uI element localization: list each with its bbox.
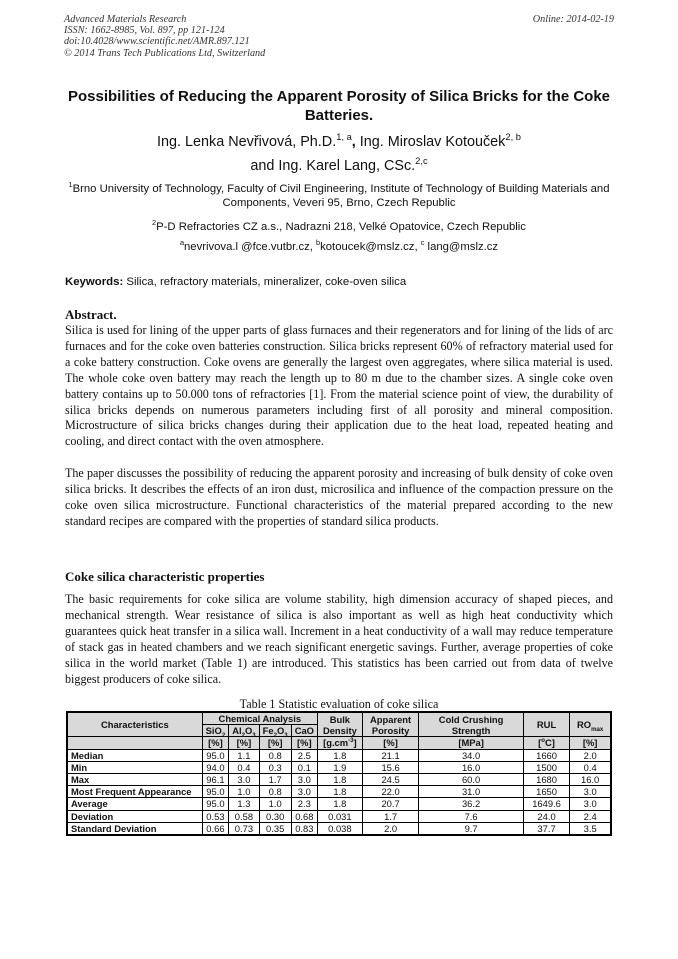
table-cell: 2.0 [362,822,419,835]
unit-cell: [$^o$C] [523,737,570,749]
col-group-chemical: Chemical Analysis [202,712,317,725]
table-cell: 0.4 [229,761,259,773]
unit-cell: [%] [202,737,229,749]
table-cell: 0.35 [259,822,291,835]
abstract-title: Abstract. [65,307,117,322]
table-cell: 3.0 [229,774,259,786]
table-cell: 7.6 [419,810,523,822]
table-cell: 3.0 [570,798,611,810]
table-row [67,822,611,835]
table-cell: 0.8 [259,786,291,798]
table-cell: 1649.6 [523,798,570,810]
keywords-text: Silica, refractory materials, mineralizer, coke-oven silica [123,276,407,288]
table-cell: 1.3 [229,798,259,810]
table-cell: 0.1 [291,761,317,773]
units-row [67,737,611,749]
table-cell: 96.1 [202,774,229,786]
unit-cell: [%] [259,737,291,749]
statistics-table [66,711,612,836]
table-cell: 1.8 [317,786,362,798]
table-cell: 1650 [523,786,570,798]
table-cell: 1680 [523,774,570,786]
col-cao: CaO [291,725,317,737]
table-cell: 34.0 [419,749,523,761]
col-fe2o3: $Fe_2O_3$ [259,725,291,737]
table-cell: 0.031 [317,810,362,822]
table-caption: Table 1 Statistic evaluation of coke silica [239,697,439,711]
table-row [67,749,611,761]
author-line-2 [60,154,618,178]
col-characteristics: Characteristics [67,712,202,737]
table-cell: 0.68 [291,810,317,822]
email-link[interactable]: kotoucek@mslz.cz, [320,241,421,253]
table-cell: 0.8 [259,749,291,761]
running-header [64,14,265,59]
keywords-label: Keywords: [65,276,124,288]
section-title: Coke silica characteristic properties [65,569,265,584]
email-link[interactable]: nevrivova.l @fce.vutbr.cz, [184,241,317,253]
email-mark: a [179,238,185,248]
table-cell: 24.0 [523,810,570,822]
unit-cell: [%] [229,737,259,749]
author-separator: , [351,134,360,150]
table-cell: 94.0 [202,761,229,773]
table-cell: 0.58 [229,810,259,822]
author-list [60,130,618,178]
author-name: Ing. Lenka Nevřivová, Ph.D. [157,134,337,150]
table-cell: 1.8 [317,798,362,810]
table-cell: 0.3 [259,761,291,773]
table-cell: 1500 [523,761,570,773]
table-cell: 3.0 [291,786,317,798]
unit-cell: [%] [291,737,317,749]
table-cell: 0.038 [317,822,362,835]
table-cell: 0.83 [291,822,317,835]
keywords [65,276,615,288]
table-cell: 22.0 [362,786,419,798]
table-cell: 9.7 [419,822,523,835]
affiliation-1 [60,182,618,210]
table-cell: 21.1 [362,749,419,761]
table-row [67,774,611,786]
unit-cell: [%] [362,737,419,749]
row-label: Average [67,798,202,810]
col-ro-max: $RO_{max}$ [570,712,611,737]
table-row [67,810,611,822]
row-label: Most Frequent Appearance [67,786,202,798]
author-conjunction: and [250,158,279,174]
table-row [67,786,611,798]
email-link[interactable]: lang@mslz.cz [424,241,499,253]
affil-mark: 1 [68,180,73,190]
paper-title: Possibilities of Reducing the Apparent Porosity of Silica Bricks for the Coke Batteries. [67,88,611,124]
author-affil-mark: 2,c [415,156,428,167]
section-paragraph: The basic requirements for coke silica are volume stability, high dimension accuracy of shaped pieces, and mechanical strength. Wear resistance of silica is also important as well as high heat conductivity which guarantees quick heat transfer in a silica wall. Increment in a heat conductivity of a wall may reduce temperature of stack gas in heated chambers and we reach significant energetic savings. Further, average properties of coke silica in the world market (Table 1) are introduced. This statistics has been carried out from data of twelve biggest producers of coke silica. [65,592,613,686]
table-cell: 1.1 [229,749,259,761]
table-cell: 60.0 [419,774,523,786]
table-cell: 31.0 [419,786,523,798]
journal-name: Advanced Materials Research [64,14,187,25]
table-cell: 95.0 [202,798,229,810]
copyright: © 2014 Trans Tech Publications Ltd, Switzerland [64,47,266,59]
author-line-1 [60,130,618,154]
row-label: Min [67,761,202,773]
email-mark: c [420,238,425,248]
col-sio2: SiO$_2$ [202,725,229,737]
author-name: Ing. Karel Lang, CSc. [278,158,416,174]
col-cold-crushing-strength: Cold Crushing Strength [419,712,523,737]
col-al2o3: $Al_2O_3$ [229,725,259,737]
row-label: Deviation [67,810,202,822]
table-cell: 0.4 [570,761,611,773]
table-cell: 3.0 [570,786,611,798]
table-cell: 1.8 [317,774,362,786]
row-label: Standard Deviation [67,822,202,835]
col-bulk-density: Bulk Density [317,712,362,737]
table-cell: 1660 [523,749,570,761]
table-cell: 16.0 [570,774,611,786]
email-line [60,240,618,254]
table-cell: 1.7 [362,810,419,822]
row-label: Max [67,774,202,786]
table-cell: 0.73 [229,822,259,835]
affiliation-2 [60,220,618,234]
table-row [67,798,611,810]
table-cell: 95.0 [202,786,229,798]
table-cell: 0.66 [202,822,229,835]
table-cell: 95.0 [202,749,229,761]
table-cell: 1.0 [259,798,291,810]
author-affil-mark: 1, a [336,132,352,143]
col-apparent-porosity: Apparent Porosity [362,712,419,737]
table-row [67,761,611,773]
table-cell: 0.30 [259,810,291,822]
table-cell: 37.7 [523,822,570,835]
unit-cell: $[g.cm^{-3}]$ [317,737,362,749]
table-cell: 1.9 [317,761,362,773]
table-cell: 2.0 [570,749,611,761]
affil-mark: 2 [152,218,157,228]
unit-cell: [MPa] [419,737,523,749]
issn: ISSN: 1662-8985, Vol. 897, pp 121-124 [64,25,225,37]
online-date: Online: 2014-02-19 [532,14,614,25]
table-cell: 2.5 [291,749,317,761]
table-cell: 3.0 [291,774,317,786]
email-mark: b [316,238,321,248]
table-cell: 3.5 [570,822,611,835]
table-cell: 24.5 [362,774,419,786]
table-cell: 1.0 [229,786,259,798]
table-cell: 16.0 [419,761,523,773]
doi: doi:10.4028/www.scientific.net/AMR.897.121 [64,36,250,48]
unit-cell: [%] [570,737,611,749]
unit-cell [67,737,202,749]
abstract-paragraph-1: Silica is used for lining of the upper parts of glass furnaces and their regenerators and for lining of the lids of arc furnaces and for the coke oven batteries construction. Silica bricks represent 60% of refractory material used for a coke battery construction. Coke ovens are generally the largest oven aggregates, where silica material is used. The whole coke oven battery may reach the length up to 80 m due to the chamber sizes. A single coke oven battery contains up to 50.000 tons of refractories [1]. From the material science point of view, the durability of silica bricks depends on numerous parameters including first of all porosity and mineral composition. Microstructure of silica bricks changes during their application due to the heat load, repeated heating and cooling, and direct contact with the oven atmosphere. [65,323,613,449]
row-label: Median [67,749,202,761]
author-affil-mark: 2, b [505,132,521,143]
table-cell: 2.4 [570,810,611,822]
table-cell: 1.7 [259,774,291,786]
table-cell: 36.2 [419,798,523,810]
table-cell: 0.53 [202,810,229,822]
table-cell: 15.6 [362,761,419,773]
abstract-paragraph-2: The paper discusses the possibility of reducing the apparent porosity and increasing of bulk density of coke oven silica bricks. It describes the effects of an iron dust, microsilica and influence of the compaction pressure on the coke oven silica microstructure. Functional characteristics of the material prepared according to the new standard recipes are compared with the properties of standard silica products. [65,466,613,528]
affil-text: P-D Refractories CZ a.s., Nadrazni 218, Velké Opatovice, Czech Republic [156,221,526,233]
table-cell: 1.8 [317,749,362,761]
table-cell: 20.7 [362,798,419,810]
author-name: Ing. Miroslav Kotouček [359,134,506,150]
table-cell: 2.3 [291,798,317,810]
affil-text: Brno University of Technology, Faculty of Civil Engineering, Institute of Technology of Building Materials and Components, Veveri 95, Brno, Czech Republic [72,183,610,209]
col-rul: RUL [523,712,570,737]
